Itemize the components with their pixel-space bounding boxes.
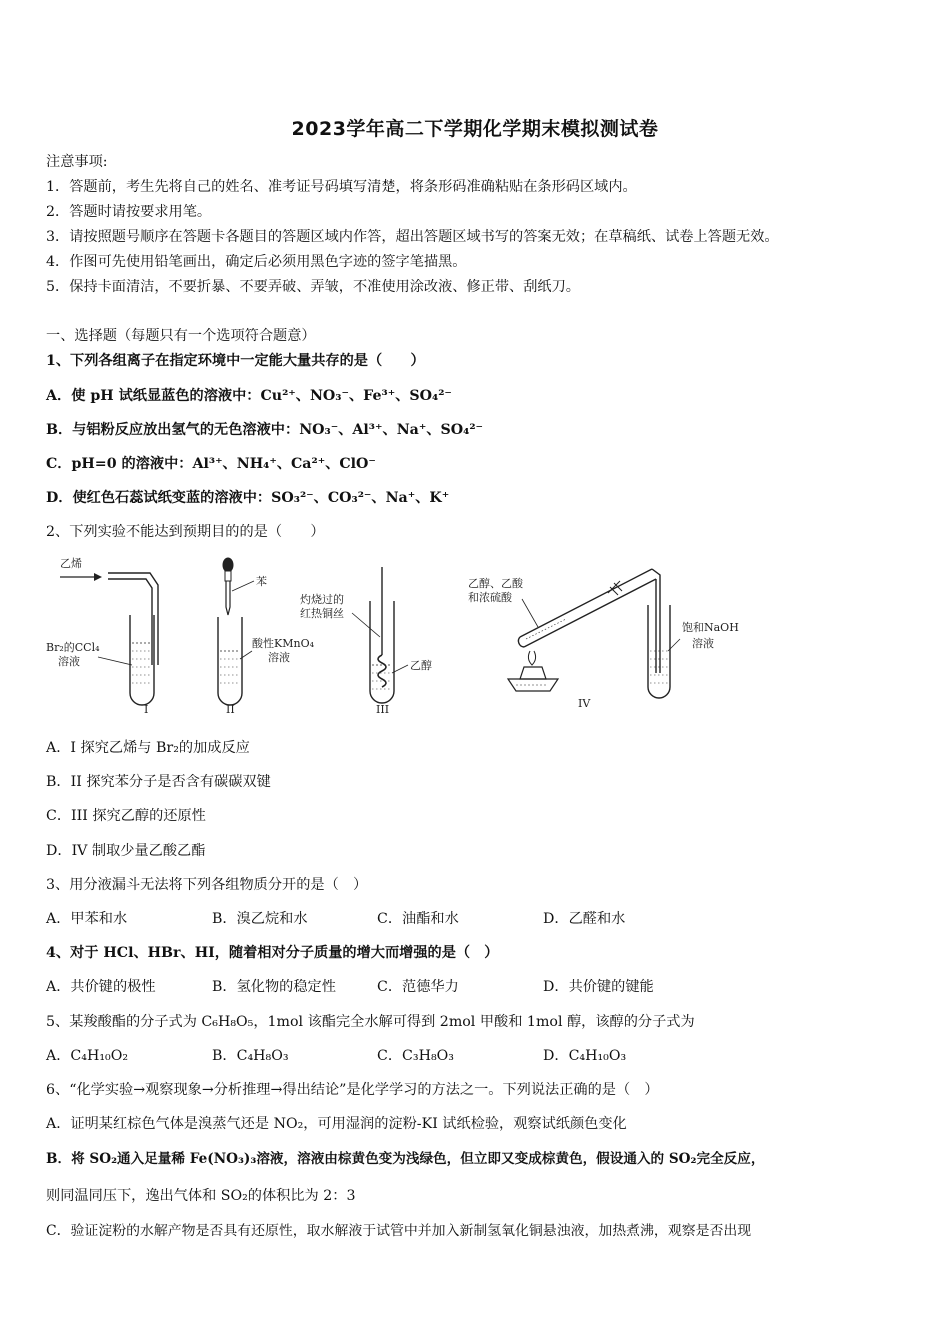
q4-option-c: C．范德华力 — [377, 979, 459, 995]
iv-reagent-label-2: 和浓硫酸 — [468, 591, 512, 604]
q4-option-d: D．共价键的键能 — [543, 979, 654, 995]
q2-option-c: C．III 探究乙醇的还原性 — [46, 808, 206, 824]
q6-option-b-line-1: B．将 SO₂通入足量稀 Fe(NO₃)₃溶液，溶液由棕黄色变为浅绿色，但立即又变成棕黄色，假设通入的 SO₂完全反应， — [46, 1151, 765, 1167]
q1-option-b: B．与铝粉反应放出氢气的无色溶液中：NO₃⁻、Al³⁺、Na⁺、SO₄²⁻ — [46, 422, 484, 438]
q3-option-b: B．溴乙烷和水 — [212, 911, 308, 927]
ii-reagent-label: 苯 — [256, 575, 267, 588]
iv-number: IV — [578, 697, 591, 710]
notice-item-5: 5．保持卡面清洁，不要折暴、不要弄破、弄皱，不准使用涂改液、修正带、刮纸刀。 — [46, 279, 580, 295]
q1-stem: 1、下列各组离子在指定环境中一定能大量共存的是（ ） — [46, 353, 425, 369]
q6-option-a: A．证明某红棕色气体是溴蒸气还是 NO₂，可用湿润的淀粉-KI 试纸检验，观察试纸颜色变化 — [46, 1116, 627, 1132]
apparatus-i — [46, 556, 158, 715]
iii-wire-label-2: 红热铜丝 — [300, 607, 344, 620]
notice-item-3: 3．请按照题号顺序在答题卡各题目的答题区域内作答，超出答题区域书写的答案无效；在草稿纸、试卷上答题无效。 — [46, 229, 779, 245]
i-liquid-label-2: 溶液 — [58, 655, 80, 668]
q4-stem: 4、对于 HCl、HBr、HI，随着相对分子质量的增大而增强的是（ ） — [46, 945, 499, 961]
iv-liquid-label-2: 溶液 — [692, 637, 714, 650]
q6-option-b-line-2: 则同温同压下，逸出气体和 SO₂的体积比为 2：3 — [46, 1188, 356, 1204]
ii-number: II — [226, 703, 235, 715]
q2-stem: 2、下列实验不能达到预期目的的是（ ） — [46, 524, 325, 540]
i-number: I — [144, 703, 149, 715]
notice-item-4: 4．作图可先使用铅笔画出，确定后必须用黑色字迹的签字笔描黑。 — [46, 254, 467, 270]
experiment-diagram — [46, 555, 766, 715]
q1-option-d: D．使红色石蕊试纸变蓝的溶液中：SO₃²⁻、CO₃²⁻、Na⁺、K⁺ — [46, 490, 450, 506]
i-gas-label: 乙烯 — [60, 557, 82, 570]
q5-option-a: A．C₄H₁₀O₂ — [46, 1048, 129, 1064]
iv-liquid-label-1: 饱和NaOH — [682, 621, 739, 634]
q5-stem: 5、某羧酸酯的分子式为 C₆H₈O₅，1mol 该酯完全水解可得到 2mol 甲酸和 1mol 醇，该醇的分子式为 — [46, 1014, 695, 1030]
iii-liquid-label: 乙醇 — [410, 659, 432, 672]
exam-title: 2023学年高二下学期化学期末模拟测试卷 — [291, 118, 659, 140]
section-heading: 一、选择题（每题只有一个选项符合题意） — [46, 328, 316, 344]
q3-option-d: D．乙醛和水 — [543, 911, 626, 927]
iii-number: III — [376, 703, 390, 715]
q3-stem: 3、用分液漏斗无法将下列各组物质分开的是（ ） — [46, 877, 368, 893]
q5-option-d: D．C₄H₁₀O₃ — [543, 1048, 627, 1064]
apparatus-ii — [218, 558, 315, 715]
iii-wire-label-1: 灼烧过的 — [300, 593, 344, 606]
q2-option-a: A．I 探究乙烯与 Br₂的加成反应 — [46, 740, 250, 756]
ii-liquid-label-2: 溶液 — [268, 651, 290, 664]
q3-option-a: A．甲苯和水 — [46, 911, 128, 927]
q6-stem: 6、“化学实验→观察现象→分析推理→得出结论”是化学学习的方法之一。下列说法正确的是（ ） — [46, 1082, 659, 1098]
q6-option-c: C．验证淀粉的水解产物是否具有还原性，取水解液于试管中并加入新制氢氧化铜悬浊液，加热煮沸，观察是否出现 — [46, 1223, 752, 1239]
q5-option-b: B．C₄H₈O₃ — [212, 1048, 289, 1064]
notice-heading: 注意事项: — [46, 154, 108, 170]
ii-liquid-label-1: 酸性KMnO₄ — [252, 637, 314, 650]
apparatus-iv — [468, 569, 739, 710]
q3-option-c: C．油酯和水 — [377, 911, 459, 927]
q2-option-d: D．IV 制取少量乙酸乙酯 — [46, 843, 206, 859]
q4-option-a: A．共价键的极性 — [46, 979, 156, 995]
q1-option-a: A．使 pH 试纸显蓝色的溶液中：Cu²⁺、NO₃⁻、Fe³⁺、SO₄²⁻ — [46, 388, 452, 404]
i-liquid-label-1: Br₂的CCl₄ — [46, 641, 100, 654]
q5-option-c: C．C₃H₈O₃ — [377, 1048, 454, 1064]
apparatus-iii — [300, 567, 432, 715]
q4-option-b: B．氢化物的稳定性 — [212, 979, 336, 995]
iv-reagent-label-1: 乙醇、乙酸 — [468, 577, 523, 590]
q2-option-b: B．II 探究苯分子是否含有碳碳双键 — [46, 774, 271, 790]
q1-option-c: C．pH=0 的溶液中：Al³⁺、NH₄⁺、Ca²⁺、ClO⁻ — [46, 456, 376, 472]
notice-item-1: 1．答题前，考生先将自己的姓名、准考证号码填写清楚，将条形码准确粘贴在条形码区域内。 — [46, 179, 637, 195]
notice-item-2: 2．答题时请按要求用笔。 — [46, 204, 212, 220]
